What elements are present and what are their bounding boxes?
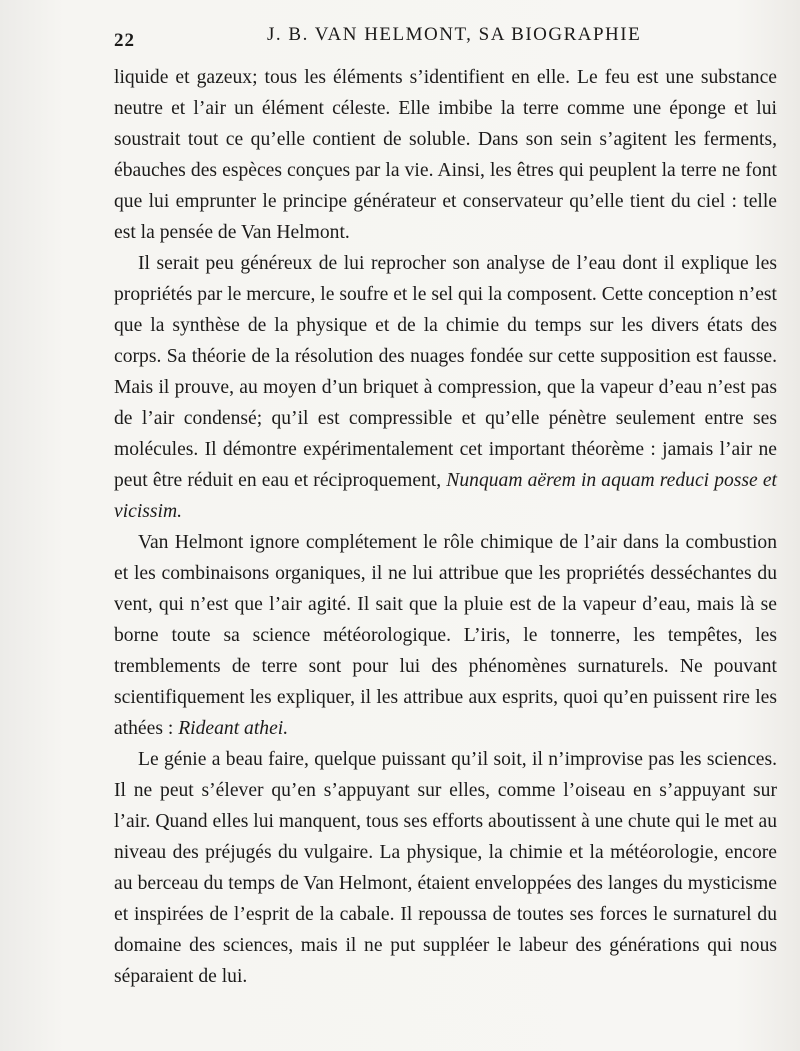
paragraph-3-latin-quote: Rideant athei. xyxy=(178,718,289,739)
paragraph-2 xyxy=(114,248,777,527)
paragraph-3-text: Van Helmont ignore complétement le rôle chimique de l’air dans la combustion et les combinaisons organiques, il ne lui attribue que les propriétés desséchantes du vent, qui n’est que l’air agité. Il sait que la pluie est de la vapeur d’eau, mais là se borne toute sa science météorologique. L’iris, le tonnerre, les tempêtes, les tremblements de terre sont pour lui des phénomènes surnaturels. Ne pouvant scientifiquement les expliquer, il les attribue aux esprits, quoi qu’en puissent rire les athées : xyxy=(114,532,777,739)
paragraph-1 xyxy=(114,62,777,248)
page-number: 22 xyxy=(114,30,135,51)
paragraph-1-text: liquide et gazeux; tous les éléments s’identifient en elle. Le feu est une substance neutre et l’air un élément céleste. Elle imbibe la terre comme une éponge et lui soustrait tout ce qu’elle contient de soluble. Dans son sein s’agitent les ferments, ébauches des espèces conçues par la vie. Ainsi, les êtres qui peuplent la terre ne font que lui emprunter le principe générateur et conservateur qu’elle tient du ciel : telle est la pensée de Van Helmont. xyxy=(114,67,777,243)
paragraph-4-text: Le génie a beau faire, quelque puissant qu’il soit, il n’improvise pas les sciences. Il ne peut s’élever qu’en s’appuyant sur elles, comme l’oiseau en s’appuyant sur l’air. Quand elles lui manquent, tous ses efforts aboutissent à une chute qui le met au niveau des préjugés du vulgaire. La physique, la chimie et la météorologie, encore au berceau du temps de Van Helmont, étaient enveloppées des langes du mysticisme et inspirées de l’esprit de la cabale. Il repoussa de toutes ses forces le surnaturel du domaine des sciences, mais il ne put suppléer le labeur des générations qui nous séparaient de lui. xyxy=(114,749,777,987)
paragraph-3 xyxy=(114,527,777,744)
paragraph-4 xyxy=(114,744,777,992)
paragraph-2-latin-quote: Nunquam aërem in aquam reduci posse et vicissim. xyxy=(114,470,777,522)
running-head: J. B. VAN HELMONT, SA BIOGRAPHIE xyxy=(267,24,642,45)
paragraph-2-text: Il serait peu généreux de lui reprocher son analyse de l’eau dont il explique les propriétés par le mercure, le soufre et le sel qui la composent. Cette conception n’est que la synthèse de la physique et de la chimie du temps sur les divers états des corps. Sa théorie de la résolution des nuages fondée sur cette supposition est fausse. Mais il prouve, au moyen d’un briquet à compression, que la vapeur d’eau n’est pas de l’air condensé; qu’il est compressible et qu’elle pénètre seulement entre ses molécules. Il démontre expérimentalement cet important théorème : jamais l’air ne peut être réduit en eau et réciproquement, xyxy=(114,253,777,491)
page-header xyxy=(114,24,776,54)
body-text xyxy=(114,62,777,992)
